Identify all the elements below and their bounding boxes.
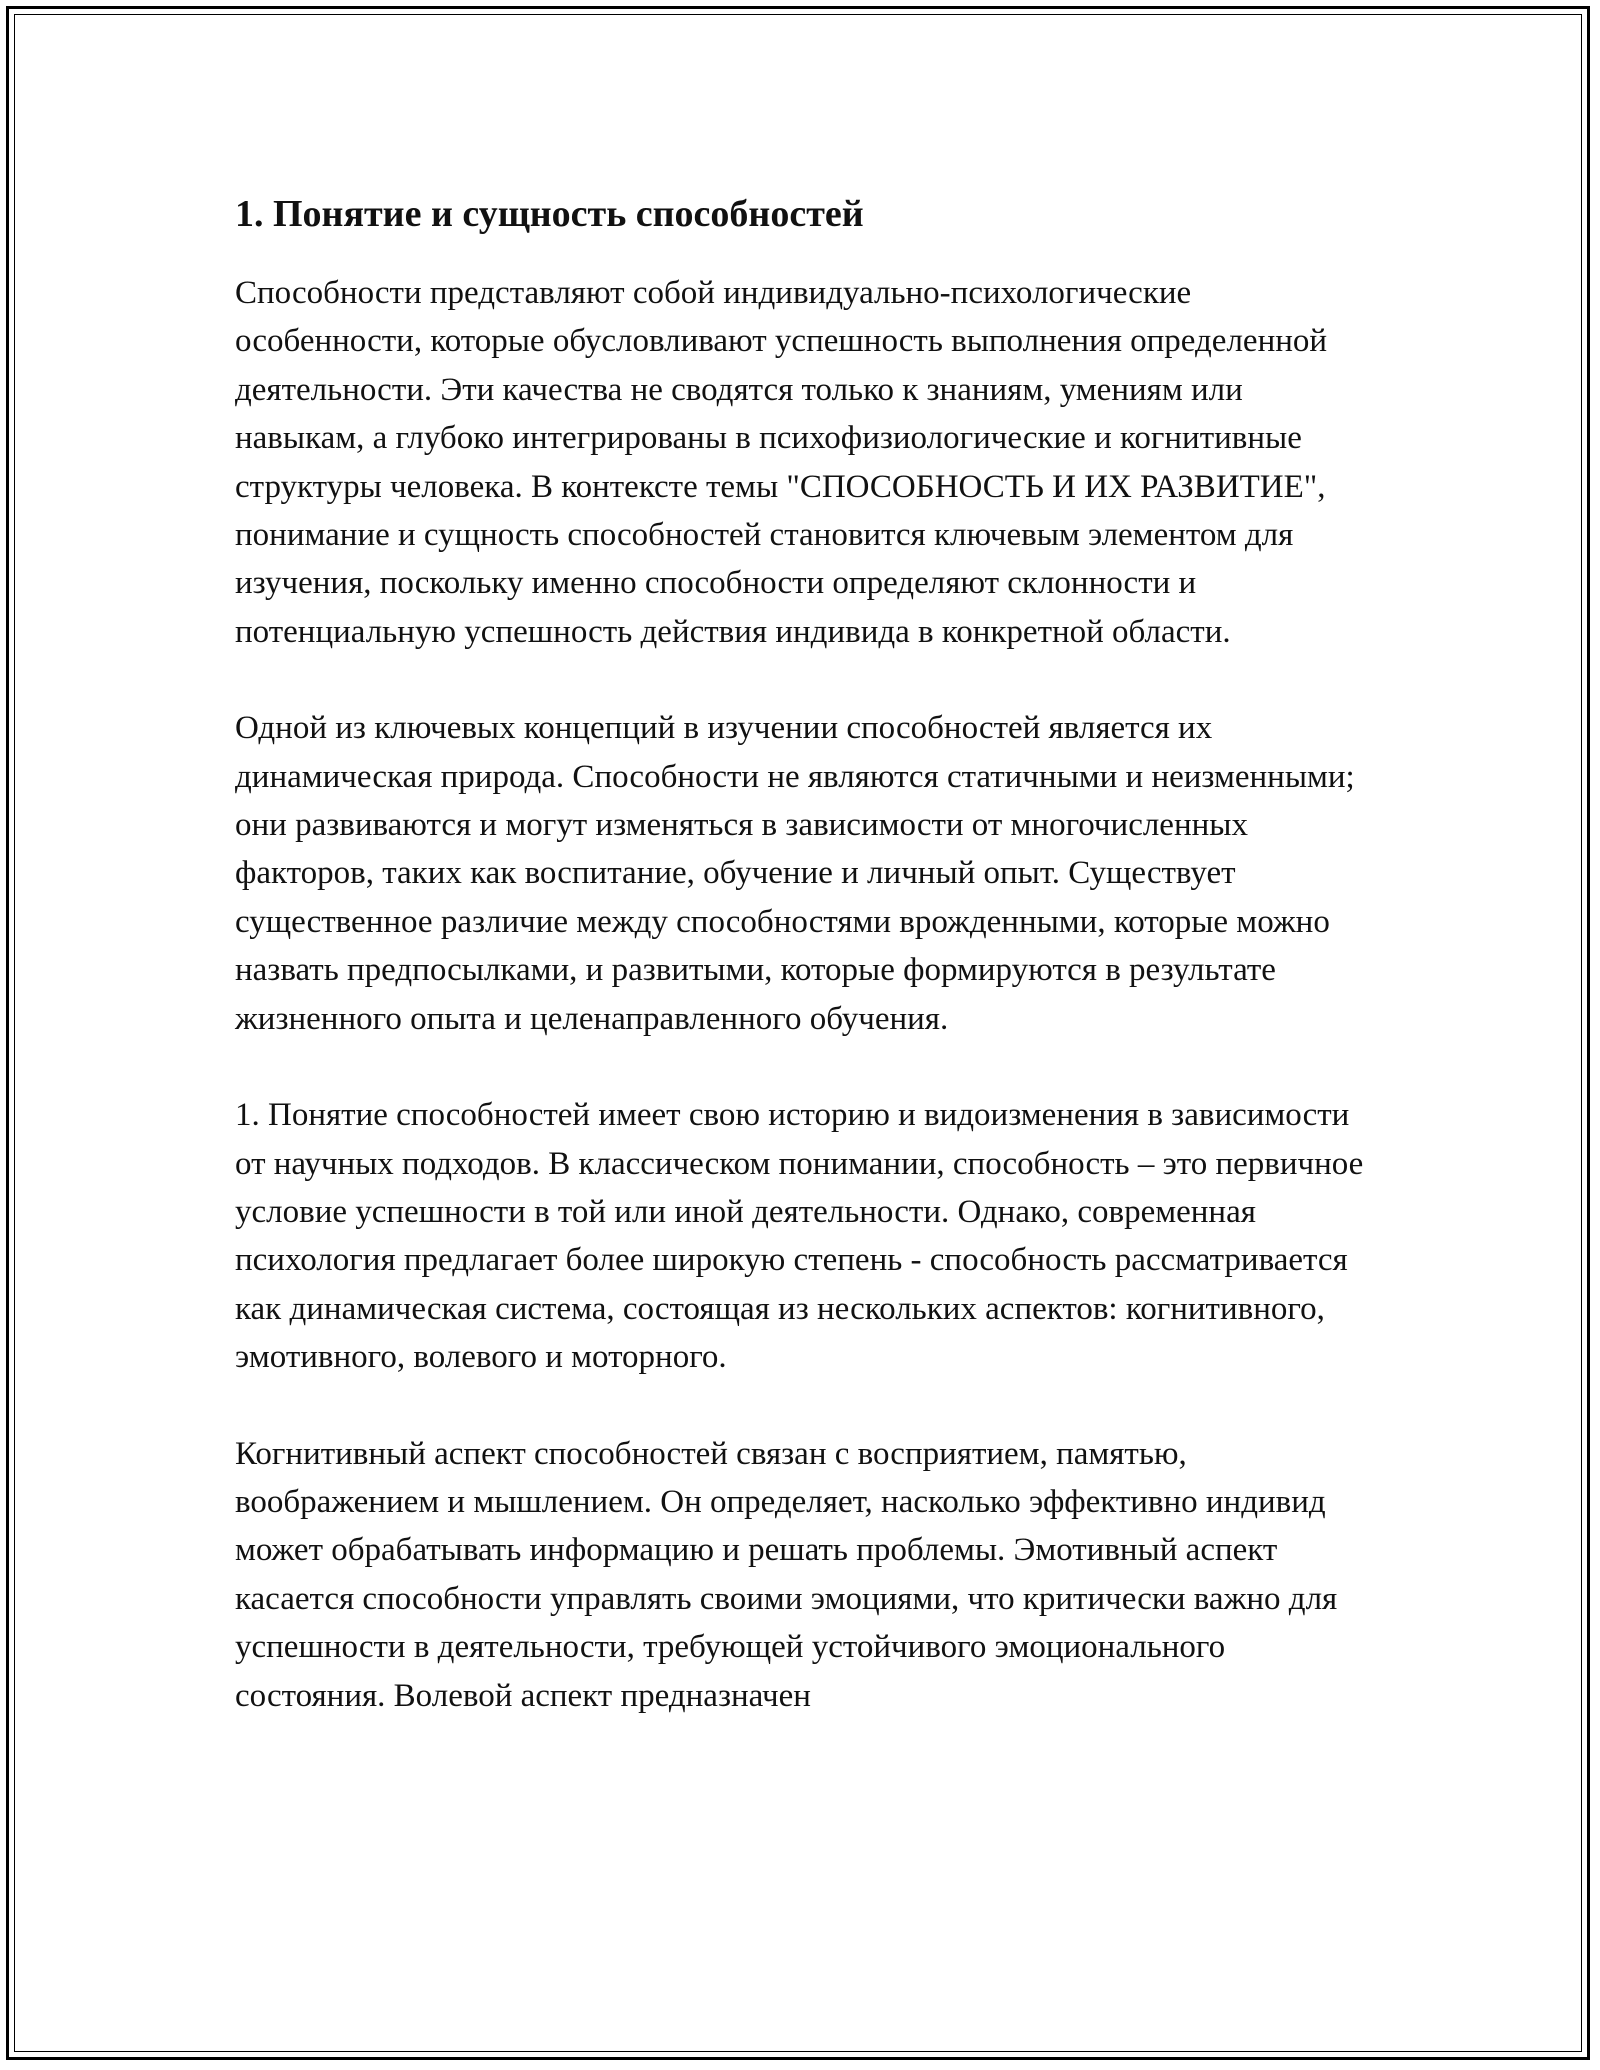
section-heading: 1. Понятие и сущность способностей	[235, 193, 864, 235]
paragraph-1: Способности представляют собой индивидуально-психологические особенности, которые обусловливают успешность выполнения определенной деятельности. Эти качества не сводятся только к знаниям, умениям или навыкам, а глубоко интегрированы в психофизиологические и когнитивные структуры человека. В контексте темы "СПОСОБНОСТЬ И ИХ РАЗВИТИЕ", понимание и сущность способностей становится ключевым элементом для изучения, поскольку именно способности определяют склонности и потенциальную успешность действия индивида в конкретной области.	[235, 275, 1328, 650]
document-body	[235, 185, 1365, 1768]
paragraph-3: 1. Понятие способностей имеет свою историю и видоизменения в зависимости от научных подходов. В классическом понимании, способность – это первичное условие успешности в той или иной деятельности. Однако, современная психология предлагает более широкую степень - способность рассматривается как динамическая система, состоящая из нескольких аспектов: когнитивного, эмотивного, волевого и моторного.	[235, 1097, 1364, 1376]
paragraph-4: Когнитивный аспект способностей связан с восприятием, памятью, воображением и мышлением. Он определяет, насколько эффективно индивид может обрабатывать информацию и решать проблемы. Эмотивный аспект касается способности управлять своими эмоциями, что критически важно для успешности в деятельности, требующей устойчивого эмоционального состояния. Волевой аспект предназначен	[235, 1435, 1338, 1714]
paragraph-2: Одной из ключевых концепций в изучении способностей является их динамическая природа. Способности не являются статичными и неизменными; они развиваются и могут изменяться в зависимости от многочисленных факторов, таких как воспитание, обучение и личный опыт. Существует существенное различие между способностями врожденными, которые можно назвать предпосылками, и развитыми, которые формируются в результате жизненного опыта и целенаправленного обучения.	[235, 710, 1355, 1037]
